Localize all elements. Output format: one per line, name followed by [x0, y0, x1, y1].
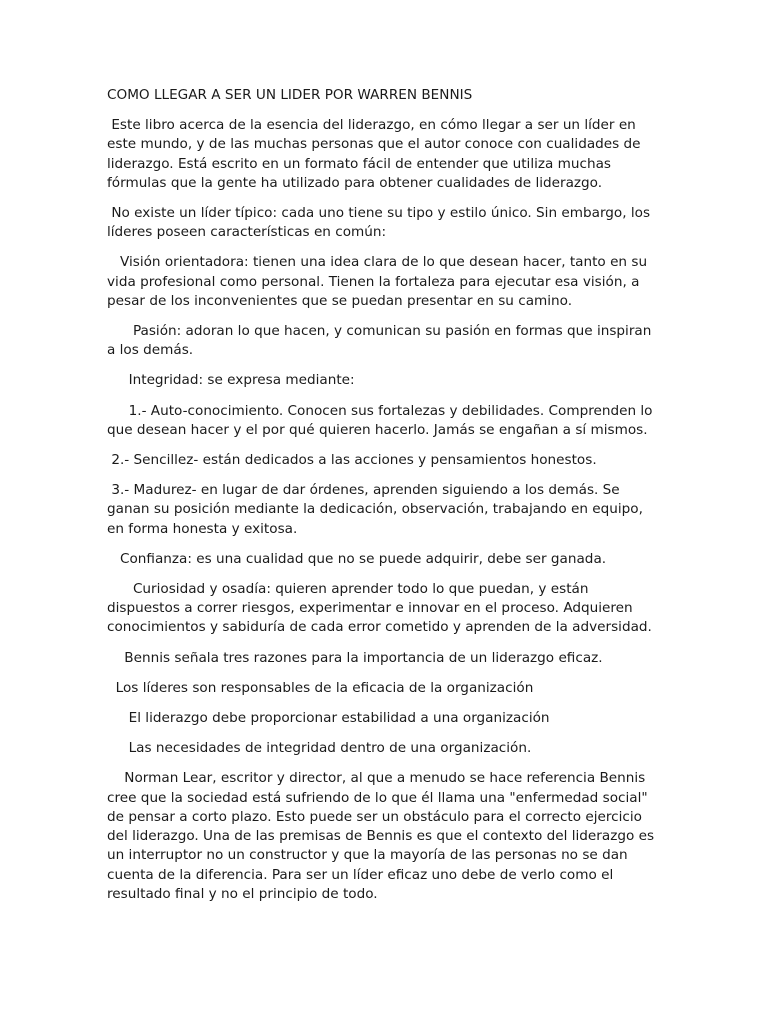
paragraph-curiosity: Curiosidad y osadía: quieren aprender todo lo que puedan, y están dispuestos a correr riesgos, experimentar e innovar en el proceso. Adquieren conocimientos y sabiduría de cada error cometido y aprenden de la adversidad. [107, 581, 652, 636]
paragraph-simplicity: 2.- Sencillez- están dedicados a las acciones y pensamientos honestos. [107, 452, 597, 469]
paragraph-integrity: Integridad: se expresa mediante: [107, 372, 355, 389]
paragraph-intro: Este libro acerca de la esencia del liderazgo, en cómo llegar a ser un líder en este mundo, y de las muchas personas que el autor conoce con cualidades de liderazgo. Está escrito en un formato fácil de entender que utiliza muchas fórmulas que la gente ha utilizado para obtener cualidades de liderazgo. [107, 117, 645, 191]
paragraph-passion: Pasión: adoran lo que hacen, y comunican su pasión en formas que inspiran a los demás. [107, 323, 656, 359]
paragraph-reason-3: Las necesidades de integridad dentro de una organización. [107, 740, 532, 757]
paragraph-reason-1: Los líderes son responsables de la eficacia de la organización [107, 679, 534, 696]
document-title: COMO LLEGAR A SER UN LIDER POR WARREN BENNIS [107, 87, 473, 103]
paragraph-maturity: 3.- Madurez- en lugar de dar órdenes, aprenden siguiendo a los demás. Se ganan su posición mediante la dedicación, observación, trabajando en equipo, en forma honesta y exitosa. [107, 482, 648, 537]
paragraph-common-traits: No existe un líder típico: cada uno tiene su tipo y estilo único. Sin embargo, los líderes poseen características en común: [107, 205, 655, 241]
paragraph-reason-2: El liderazgo debe proporcionar estabilidad a una organización [107, 710, 550, 727]
paragraph-vision: Visión orientadora: tienen una idea clara de lo que desean hacer, tanto en su vida profesional como personal. Tienen la fortaleza para ejecutar esa visión, a pesar de los inconvenientes que se puedan presentar en su camino. [107, 254, 652, 309]
paragraph-self-knowledge: 1.- Auto-conocimiento. Conocen sus fortalezas y debilidades. Comprenden lo que desean hacer y el por qué quieren hacerlo. Jamás se engañan a sí mismos. [107, 402, 657, 438]
paragraph-trust: Confianza: es una cualidad que no se puede adquirir, debe ser ganada. [107, 550, 607, 567]
document-page [107, 86, 663, 915]
paragraph-norman-lear: Norman Lear, escritor y director, al que a menudo se hace referencia Bennis cree que la sociedad está sufriendo de lo que él llama una "enfermedad social" de pensar a corto plazo. Esto puede ser un obstáculo para el correcto ejercicio del liderazgo. Una de las premisas de Bennis es que el contexto del liderazgo es un interruptor no un constructor y que la mayoría de las personas no se dan cuenta de la diferencia. Para ser un líder eficaz uno debe de verlo como el resultado final y no el principio de todo. [107, 770, 659, 902]
paragraph-three-reasons: Bennis señala tres razones para la importancia de un liderazgo eficaz. [107, 649, 603, 666]
